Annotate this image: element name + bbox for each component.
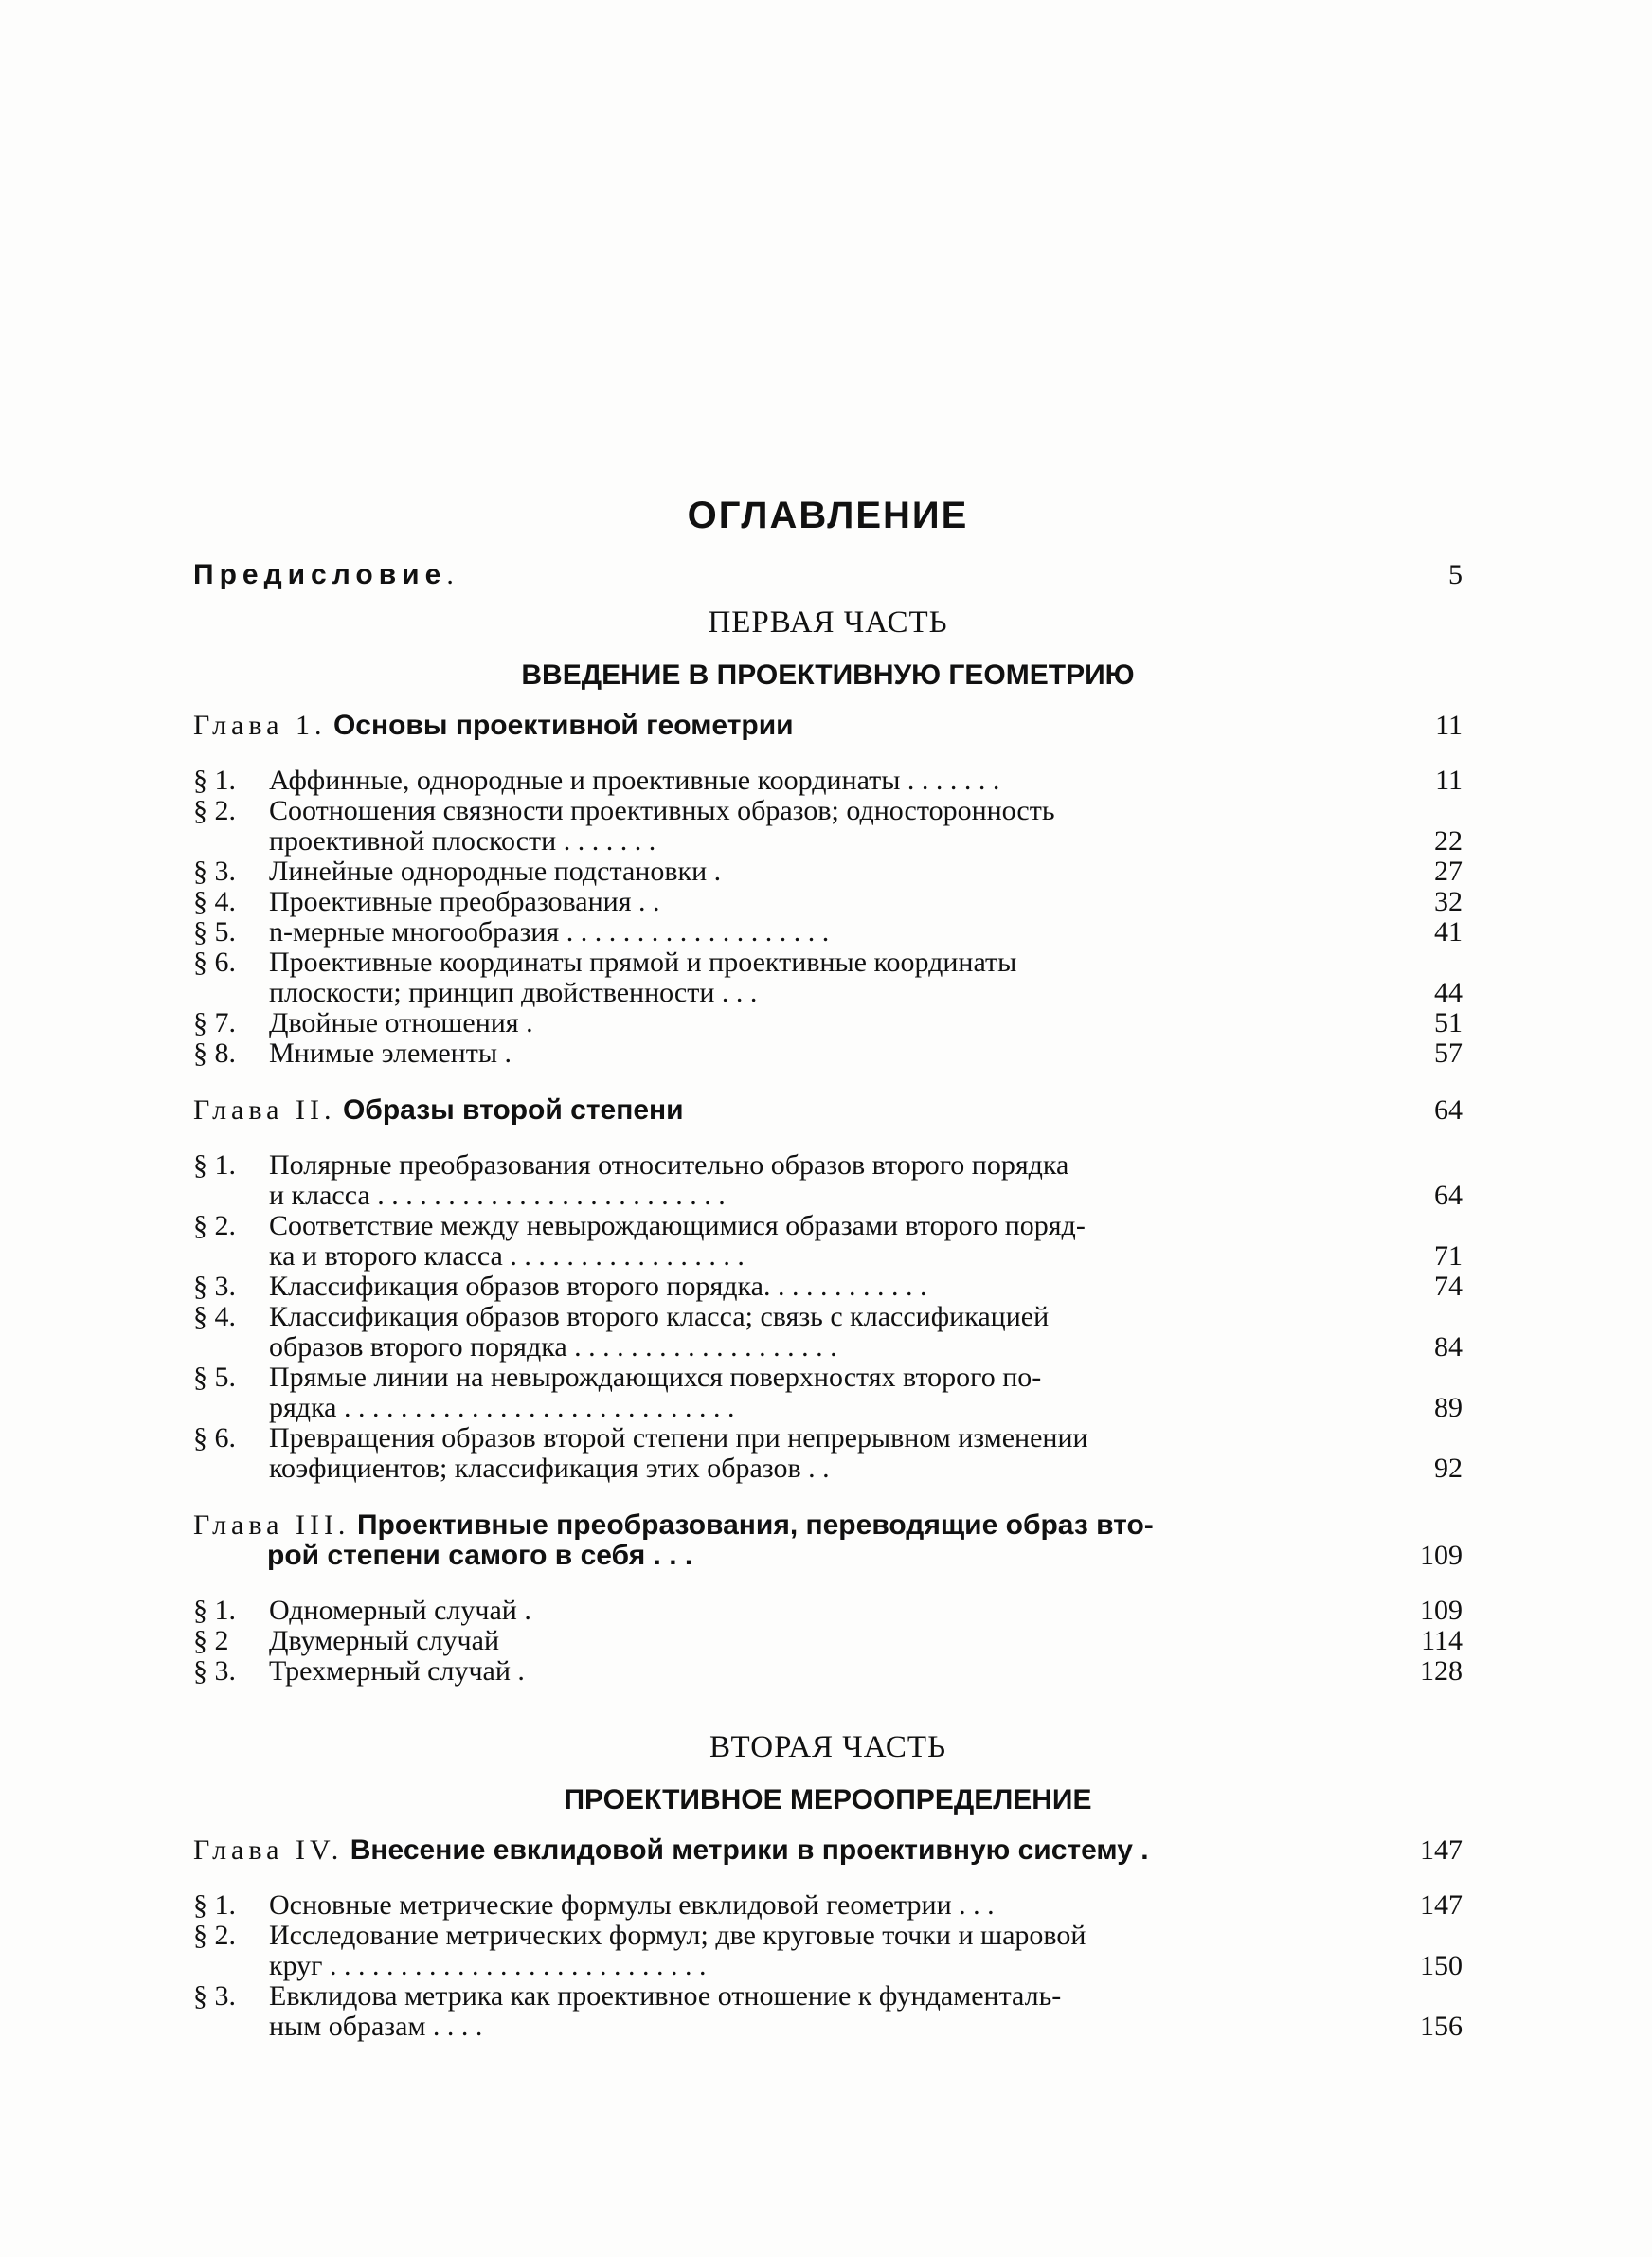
chapter-title-cont: рой степени самого в себя . . . [267,1540,693,1571]
section-line-text: Аффинные, однородные и проективные координаты . . . . . . . [269,765,1000,796]
section-item [193,1656,1463,1687]
section-item [193,857,1463,887]
chapter-heading [193,711,1463,741]
section-number: § 6. [193,947,236,978]
section-text [193,1211,1387,1241]
section-item [193,887,1463,917]
section-line-text: Соответствие между невырождающимися образами второго поряд- [269,1210,1086,1241]
spacer [193,1484,1463,1491]
page-title: ОГЛАВЛЕНИЕ [687,495,969,536]
section-text [193,1423,1387,1454]
section-line [193,796,1463,826]
section-page: 114 [1421,1625,1463,1656]
section-item [193,1626,1463,1656]
section-number: § 2. [193,795,236,826]
section-page: 109 [1420,1595,1463,1626]
section-item [193,1363,1463,1423]
chapter-text [193,711,1387,741]
section-line [193,1241,1463,1272]
section-item [193,1596,1463,1626]
section-item [193,917,1463,948]
section-item [193,1302,1463,1363]
section-line [193,1981,1463,2012]
section-number: § 5. [193,1362,236,1393]
section-line-text: Полярные преобразования относительно образов второго порядка [269,1149,1069,1181]
section-line [193,857,1463,887]
section-line-text: n-мерные многообразия . . . . . . . . . . . . . . . . . . . [269,916,830,948]
chapter-heading [193,1095,1463,1126]
section-line-text: Классификация образов второго класса; связь с классификацией [269,1301,1050,1332]
section-number: § 3. [193,1980,236,2012]
section-page: 11 [1435,765,1463,796]
chapter-row [193,1510,1463,1541]
section-line [193,887,1463,917]
part-title: ВВЕДЕНИЕ В ПРОЕКТИВНУЮ ГЕОМЕТРИЮ [521,659,1135,691]
section-line [193,1890,1463,1921]
chapter-heading [193,1835,1463,1866]
section-text [193,1332,1387,1363]
preface-suffix: . [446,559,454,590]
part-spacer [193,1694,1463,1726]
section-line-text: плоскости; принцип двойственности . . . [269,977,758,1008]
section-list [193,1596,1463,1687]
section-line [193,1393,1463,1423]
section-line [193,1272,1463,1302]
section-number: § 8. [193,1038,236,1069]
section-page: 71 [1434,1240,1463,1272]
section-line-text: Линейные однородные подстановки . [269,856,722,887]
section-text [193,1596,1387,1626]
section-line [193,826,1463,857]
toc-preface [193,560,1463,590]
section-line-text: Двойные отношения . [269,1007,533,1038]
part-label: ПЕРВАЯ ЧАСТЬ [708,605,948,640]
section-list [193,1150,1463,1484]
section-number: § 3. [193,1271,236,1302]
section-item [193,1890,1463,1921]
section-line-text: Мнимые элементы . [269,1038,512,1069]
section-text [193,1393,1387,1423]
section-text [193,1921,1387,1951]
section-number: § 1. [193,1889,236,1921]
spacer [193,2042,1463,2049]
section-page: 27 [1434,856,1463,887]
section-text [193,1150,1387,1181]
section-page: 32 [1434,886,1463,917]
chapter-row [193,1095,1463,1126]
chapter-lead: Глава II. [193,1094,336,1126]
section-line [193,978,1463,1008]
chapter-page: 109 [1420,1540,1463,1571]
section-line [193,1596,1463,1626]
section-page: 92 [1434,1453,1463,1484]
part-spacer [193,2049,1463,2082]
section-number: § 1. [193,1595,236,1626]
section-line-text: Проективные преобразования . . [269,886,660,917]
section-item [193,1423,1463,1484]
section-item [193,796,1463,857]
section-page: 84 [1434,1331,1463,1363]
section-number: § 1. [193,765,236,796]
section-line-text: Одномерный случай . [269,1595,531,1626]
section-text [193,1981,1387,2012]
toc-page [193,474,1463,2082]
section-line-text: Трехмерный случай . [269,1655,525,1687]
section-text [193,1454,1387,1484]
section-line [193,1454,1463,1484]
section-line-text: Соотношения связности проективных образов; односторонность [269,795,1055,826]
section-line-text: ка и второго класса . . . . . . . . . . . . . . . . . [269,1240,745,1272]
preface-page: 5 [1448,559,1463,590]
section-page: 57 [1434,1038,1463,1069]
section-number: § 3. [193,1655,236,1687]
section-text [193,917,1387,948]
chapter-page: 11 [1435,710,1463,741]
part-title: ПРОЕКТИВНОЕ МЕРООПРЕДЕЛЕНИЕ [564,1784,1092,1815]
section-line-text: Двумерный случай [269,1625,500,1656]
chapter-lead: Глава IV. [193,1834,344,1866]
section-line [193,948,1463,978]
section-text [193,796,1387,826]
section-text [193,857,1387,887]
section-text [193,887,1387,917]
section-text [193,1626,1387,1656]
spacer [193,1069,1463,1076]
toc-body [193,605,1463,2082]
chapter-text [193,1510,1387,1541]
section-line-text: Основные метрические формулы евклидовой геометрии . . . [269,1889,995,1921]
section-item [193,948,1463,1008]
part-label: ВТОРАЯ ЧАСТЬ [709,1730,947,1764]
section-page: 89 [1434,1392,1463,1423]
section-number: § 6. [193,1422,236,1454]
section-text [193,826,1387,857]
section-line-text: рядка . . . . . . . . . . . . . . . . . . . . . . . . . . . . [269,1392,735,1423]
chapter-row [193,1835,1463,1866]
section-text [193,2012,1387,2042]
chapter-lead: Глава III. [193,1509,350,1541]
chapter-page: 147 [1420,1834,1463,1866]
chapter-page: 64 [1434,1094,1463,1126]
section-line-text: ным образам . . . . [269,2011,483,2042]
section-text [193,1038,1387,1069]
section-line [193,917,1463,948]
section-text [193,1951,1387,1981]
chapter-title: Внесение евклидовой метрики в проективную систему . [350,1834,1149,1866]
section-line [193,1038,1463,1069]
section-line [193,1363,1463,1393]
section-line [193,1008,1463,1038]
section-line-text: проективной плоскости . . . . . . . [269,825,656,857]
section-line-text: круг . . . . . . . . . . . . . . . . . . . . . . . . . . . [269,1950,707,1981]
section-list [193,766,1463,1069]
chapter-title: Основы проективной геометрии [332,710,794,741]
section-number: § 4. [193,886,236,917]
section-text [193,1656,1387,1687]
section-line [193,1181,1463,1211]
section-line-text: Прямые линии на невырождающихся поверхностях второго по- [269,1362,1042,1393]
section-text [193,1890,1387,1921]
section-page: 147 [1420,1889,1463,1921]
section-line-text: Проективные координаты прямой и проективные координаты [269,947,1017,978]
section-line-text: Превращения образов второй степени при непрерывном изменении [269,1422,1088,1454]
section-page: 64 [1434,1180,1463,1211]
section-line [193,1211,1463,1241]
section-line-text: образов второго порядка . . . . . . . . . . . . . . . . . . . [269,1331,837,1363]
section-page: 44 [1434,977,1463,1008]
section-line [193,1656,1463,1687]
section-line [193,766,1463,796]
section-item [193,1008,1463,1038]
chapter-row-cont [193,1541,1463,1571]
section-line-text: Евклидова метрика как проективное отношение к фундаменталь- [269,1980,1062,2012]
section-page: 150 [1420,1950,1463,1981]
section-line-text: и класса . . . . . . . . . . . . . . . . . . . . . . . . . [269,1180,726,1211]
section-number: § 5. [193,916,236,948]
chapter-title: Проективные преобразования, переводящие образ вто- [356,1509,1154,1541]
section-text [193,766,1387,796]
section-line [193,1150,1463,1181]
chapter-lead: Глава 1. [193,710,327,741]
section-item [193,1038,1463,1069]
chapter-text [193,1835,1387,1866]
section-text [193,1272,1387,1302]
section-item [193,1981,1463,2042]
section-line [193,1951,1463,1981]
section-item [193,1921,1463,1981]
section-line-text: Классификация образов второго порядка. . . . . . . . . . . . [269,1271,927,1302]
section-item [193,1211,1463,1272]
section-number: § 1. [193,1149,236,1181]
section-list [193,1890,1463,2042]
section-line [193,1921,1463,1951]
section-page: 41 [1434,916,1463,948]
section-text [193,948,1387,978]
chapter-row [193,711,1463,741]
section-page: 156 [1420,2011,1463,2042]
section-line [193,2012,1463,2042]
section-text [193,1008,1387,1038]
section-page: 51 [1434,1007,1463,1038]
chapter-heading [193,1510,1463,1571]
chapter-title: Образы второй степени [342,1094,684,1126]
section-text [193,978,1387,1008]
section-number: § 3. [193,856,236,887]
preface-label: Предисловие [193,559,447,590]
section-text [193,1241,1387,1272]
section-item [193,1150,1463,1211]
section-number: § 4. [193,1301,236,1332]
section-text [193,1181,1387,1211]
section-line [193,1423,1463,1454]
section-number: § 2. [193,1920,236,1951]
section-number: § 2 [193,1625,229,1656]
section-page: 128 [1420,1655,1463,1687]
section-line-text: Исследование метрических формул; две круговые точки и шаровой [269,1920,1086,1951]
spacer [193,1687,1463,1694]
section-line [193,1332,1463,1363]
section-page: 22 [1434,825,1463,857]
chapter-text [193,1095,1387,1126]
section-number: § 7. [193,1007,236,1038]
section-text [193,1302,1387,1332]
section-page: 74 [1434,1271,1463,1302]
section-item [193,1272,1463,1302]
section-number: § 2. [193,1210,236,1241]
section-text [193,1363,1387,1393]
section-line [193,1302,1463,1332]
section-line-text: коэфициентов; классификация этих образов . . [269,1453,830,1484]
section-line [193,1626,1463,1656]
section-item [193,766,1463,796]
